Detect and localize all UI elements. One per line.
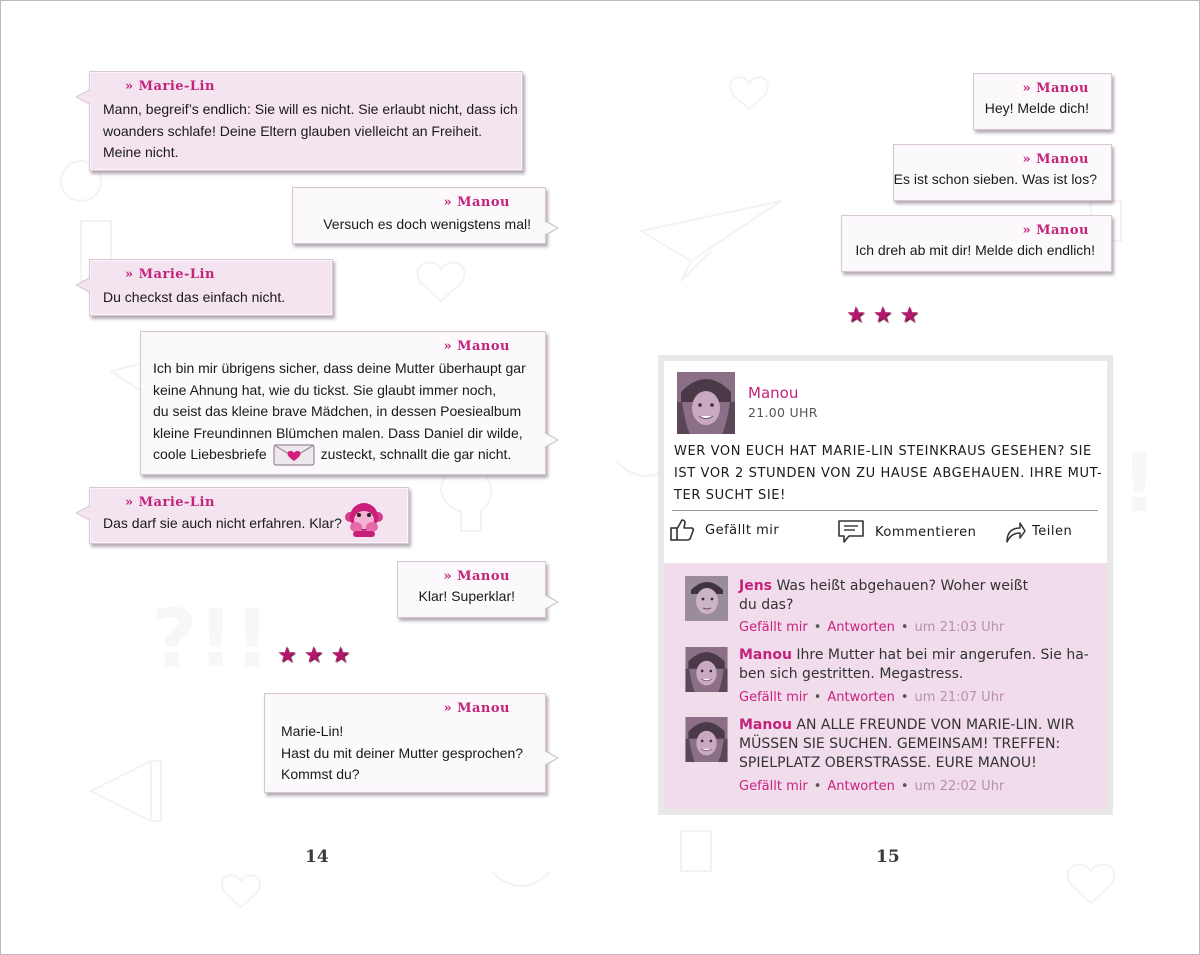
message-bubble-manou-5: [973, 73, 1112, 130]
speak-no-evil-monkey-icon: [345, 500, 383, 538]
comment-line: Ihre Mutter hat bei mir angerufen. Sie ha-: [796, 647, 1089, 663]
page-number-right: 15: [876, 847, 900, 867]
message-line: Ich bin mir übrigens sicher, dass deine Mutter überhaupt gar: [153, 360, 526, 376]
svg-text:?!!: ?!!: [151, 592, 271, 685]
message-sender: » Manou: [1022, 223, 1089, 238]
message-bubble-manou-4: [264, 693, 546, 793]
comment-line: MÜSSEN SIE SUCHEN. GEMEINSAM! TREFFEN:: [739, 736, 1061, 752]
comment-line: du das?: [739, 597, 794, 613]
message-line: Marie-Lin!: [281, 723, 344, 739]
social-post-card: [658, 355, 1113, 815]
post-body: [674, 441, 1102, 507]
comment-author[interactable]: Manou: [739, 717, 792, 733]
comment-author[interactable]: Manou: [739, 647, 792, 663]
message-bubble-manou-7: [841, 215, 1112, 272]
message-text: Das darf sie auch nicht erfahren. Klar?: [103, 515, 342, 531]
message-text: [281, 721, 523, 786]
commenter-avatar-jens: [685, 576, 728, 621]
comment-line: AN ALLE FREUNDE VON MARIE-LIN. WIR: [796, 717, 1075, 733]
message-sender: » Manou: [443, 701, 510, 716]
section-divider-stars: ★★★: [277, 642, 358, 667]
comment-line: SPIELPLATZ OBERSTRASSE. EURE MANOU!: [739, 755, 1037, 771]
comment-line: ben sich gestritten. Megastress.: [739, 666, 964, 682]
comment-line: Was heißt abgehauen? Woher weißt: [776, 578, 1029, 594]
comment-reply-link[interactable]: Antworten: [827, 690, 895, 705]
comment-meta: Gefällt mir • Antworten • um 21:07 Uhr: [739, 690, 1005, 705]
post-body-line: TER SUCHT SIE!: [674, 488, 786, 503]
comment-reply-link[interactable]: Antworten: [827, 620, 895, 635]
message-bubble-manou-3: [397, 561, 546, 618]
share-button[interactable]: [1004, 518, 1072, 544]
message-line: du seist das kleine brave Mädchen, in dessen Poesiealbum: [153, 403, 522, 419]
comment-label: Kommentieren: [875, 524, 977, 540]
message-line: Kommst du?: [281, 766, 360, 782]
message-text: Es ist schon sieben. Was ist los?: [893, 171, 1097, 187]
comment-like-link[interactable]: Gefällt mir: [739, 690, 808, 705]
message-bubble-marie-lin-1: [89, 71, 523, 171]
love-letter-icon: [273, 444, 315, 466]
message-text: Du checkst das einfach nicht.: [103, 289, 286, 305]
commenter-avatar-manou: [685, 647, 728, 692]
message-line: Mann, begreif’s endlich: Sie will es nicht. Sie erlaubt nicht, dass ich: [103, 101, 518, 117]
message-text: [103, 99, 518, 164]
message-sender: » Marie-Lin: [125, 495, 215, 510]
comment-text: [739, 716, 1074, 773]
message-bubble-marie-lin-3: [89, 487, 409, 544]
message-line: Hast du mit deiner Mutter gesprochen?: [281, 744, 524, 761]
message-line: woanders schlafe! Deine Eltern glauben vielleicht an Freiheit.: [103, 122, 482, 139]
message-sender: » Manou: [443, 339, 510, 354]
post-body-line: IST VOR 2 STUNDEN VON ZU HAUSE ABGEHAUEN. IHRE MUT-: [674, 466, 1103, 481]
message-bubble-manou-6: [893, 144, 1112, 201]
comment-time: um 22:02 Uhr: [914, 779, 1005, 794]
message-text: Versuch es doch wenigstens mal!: [323, 216, 531, 232]
like-label: Gefällt mir: [705, 522, 780, 538]
message-line: keine Ahnung hat, wie du tickst. Sie glaubt immer noch,: [153, 381, 497, 398]
post-author-avatar: [677, 372, 735, 434]
comment-bubble-icon: [837, 518, 865, 546]
message-text-before-icon: coole Liebesbriefe: [153, 446, 267, 463]
comment-button[interactable]: [837, 518, 976, 546]
comment-meta: Gefällt mir • Antworten • um 21:03 Uhr: [739, 620, 1005, 635]
message-bubble-manou-2: [140, 331, 546, 475]
message-sender: » Manou: [443, 569, 510, 584]
comment-text: [739, 646, 1089, 684]
message-text: [153, 358, 526, 466]
message-sender: » Marie-Lin: [125, 79, 215, 94]
page-number-left: 14: [305, 847, 329, 867]
comment-like-link[interactable]: Gefällt mir: [739, 779, 808, 794]
message-line: kleine Freundinnen Blümchen malen. Dass Daniel dir wilde,: [153, 424, 523, 441]
comment-like-link[interactable]: Gefällt mir: [739, 620, 808, 635]
share-arrow-icon: [1004, 518, 1026, 544]
comment-time: um 21:07 Uhr: [914, 690, 1005, 705]
message-sender: » Marie-Lin: [125, 267, 215, 282]
social-post: [664, 361, 1107, 809]
message-text: Klar! Superklar!: [418, 588, 515, 604]
comment-reply-link[interactable]: Antworten: [827, 779, 895, 794]
comment-time: um 21:03 Uhr: [914, 620, 1005, 635]
message-line: Meine nicht.: [103, 144, 179, 160]
comment-author[interactable]: Jens: [739, 578, 773, 594]
section-divider-stars: ★★★: [846, 302, 927, 327]
message-bubble-manou-1: [292, 187, 546, 244]
message-sender: » Manou: [1022, 81, 1089, 96]
post-divider: [672, 510, 1098, 511]
post-author-name[interactable]: Manou: [748, 384, 799, 402]
message-text: Hey! Melde dich!: [984, 100, 1089, 116]
message-line: [153, 444, 526, 466]
like-button[interactable]: [670, 518, 779, 542]
svg-text:!: !: [1121, 437, 1158, 530]
comment-meta: Gefällt mir • Antworten • um 22:02 Uhr: [739, 779, 1005, 794]
comments-section: [664, 563, 1107, 809]
post-timestamp: 21.00 UHR: [748, 405, 818, 420]
message-bubble-marie-lin-2: [89, 259, 333, 316]
thumbs-up-icon: [670, 518, 696, 542]
share-label: Teilen: [1032, 523, 1073, 539]
post-body-line: WER VON EUCH HAT MARIE-LIN STEINKRAUS GESEHEN? SIE: [674, 444, 1092, 459]
commenter-avatar-manou: [685, 717, 728, 762]
message-sender: » Manou: [443, 195, 510, 210]
message-text: Ich dreh ab mit dir! Melde dich endlich!: [855, 242, 1095, 258]
message-text-after-icon: zusteckt, schnallt die gar nicht.: [320, 446, 512, 463]
comment-text: [739, 577, 1028, 615]
message-sender: » Manou: [1022, 152, 1089, 167]
